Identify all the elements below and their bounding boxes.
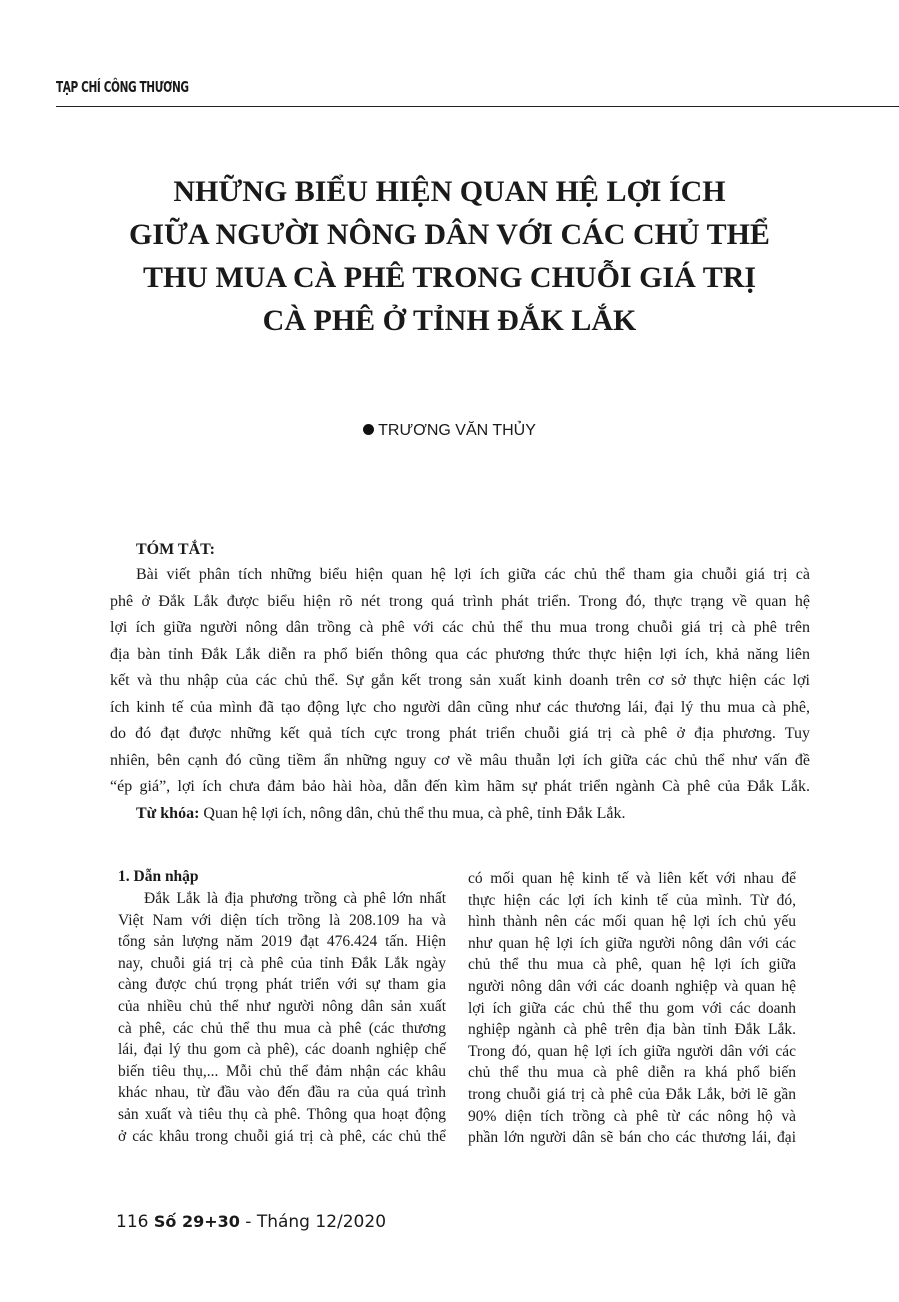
title-line: THU MUA CÀ PHÊ TRONG CHUỖI GIÁ TRỊ	[142, 261, 757, 294]
journal-name: TẠP CHÍ CÔNG THƯƠNG	[56, 78, 189, 96]
body-line: của nhiều chủ thể như người nông dân sản xuất	[118, 997, 446, 1015]
title-line: NHỮNG BIỂU HIỆN QUAN HỆ LỢI ÍCH	[173, 175, 726, 208]
bullet-icon	[363, 424, 374, 435]
body-line: Việt Nam với diện tích trồng là 208.109 ha và	[118, 911, 446, 929]
body-line: thực hiện các lợi ích kinh tế của mình. Từ đó,	[468, 891, 796, 909]
body-line: nay, chuỗi giá trị cà phê của tỉnh Đắk Lắk ngày	[118, 954, 446, 972]
body-line: lợi ích giữa các chủ thể thu gom với các doanh	[468, 999, 796, 1017]
body-line: trong chuỗi giá trị cà phê của Đắk Lắk, bởi lẽ gần	[468, 1085, 796, 1103]
title-line: CÀ PHÊ Ở TỈNH ĐẮK LẮK	[262, 304, 637, 337]
abstract	[110, 538, 810, 827]
issue-number: Số 29+30	[153, 1212, 240, 1231]
author	[0, 422, 899, 440]
abstract-line: ích kinh tế của mình đã tạo động lực cho người dân cũng như các thương lái, đại lý thu mua cà phê,	[110, 698, 810, 716]
body-line: biến tiêu thụ,... Mỗi chủ thể đảm nhận các khâu	[118, 1062, 446, 1080]
page-number: 116	[116, 1212, 149, 1232]
keywords-label: Từ khóa:	[136, 804, 200, 822]
column-right	[468, 868, 796, 1149]
article-title	[0, 170, 899, 342]
body-line: 90% diện tích trồng cà phê từ các nông hộ và	[468, 1107, 796, 1125]
body-line: phần lớn người dân sẽ bán cho các thương lái, đại	[468, 1129, 796, 1147]
body-line: chủ thể thu mua cà phê diễn ra khá phổ biến	[468, 1064, 796, 1082]
body-line: có mối quan hệ kinh tế và liên kết với nhau để	[468, 870, 796, 887]
issue-date: - Tháng 12/2020	[245, 1212, 387, 1232]
keywords-text: Quan hệ lợi ích, nông dân, chủ thể thu mua, cà phê, tỉnh Đắk Lắk.	[203, 804, 626, 822]
abstract-line: nhiên, bên cạnh đó cũng tiềm ẩn những nguy cơ về mâu thuẫn lợi ích giữa các chủ thể như vấn đề	[110, 751, 810, 769]
body-line: Trong đó, quan hệ lợi ích giữa người dân với các	[468, 1042, 796, 1060]
abstract-line: lợi ích giữa người nông dân trồng cà phê với các chủ thể thu mua trong chuỗi giá trị cà phê trên	[110, 619, 810, 636]
author-name: TRƯƠNG VĂN THỦY	[378, 422, 536, 439]
page-footer	[116, 1212, 386, 1232]
abstract-line: do đó đạt được những kết quả tích cực trong phát triển chuỗi giá trị cà phê ở địa phương. Tuy	[110, 725, 810, 742]
header-rule	[56, 106, 899, 107]
body-line: ở các khâu trong chuỗi giá trị cà phê, các chủ thể	[118, 1127, 446, 1145]
body-line: người nông dân với các doanh nghiệp và quan hệ	[468, 977, 796, 995]
body-line: hình thành nên các mối quan hệ lợi ích chủ yếu	[468, 913, 796, 931]
keywords	[136, 801, 810, 827]
body-line: khác nhau, từ đầu vào đến đầu ra của quá trình	[118, 1084, 446, 1102]
body-line: sản xuất và tiêu thụ cà phê. Thông qua hoạt động	[118, 1105, 446, 1123]
abstract-line: “ép giá”, lợi ích chưa đảm bảo hài hòa, dẫn đến kìm hãm sự phát triển ngành Cà phê của Đắk Lắk.	[110, 778, 810, 795]
abstract-line: kết và thu nhập của các chủ thể. Sự gắn kết trong sản xuất kinh doanh trên cơ sở thực hiện các lợi	[110, 672, 810, 689]
abstract-heading: TÓM TẮT:	[136, 541, 215, 558]
column-left	[118, 866, 446, 1147]
abstract-line: phê ở Đắk Lắk được biểu hiện rõ nét trong quá trình phát triển. Trong đó, thực trạng về quan hệ	[110, 592, 810, 610]
body-line: Đắk Lắk là địa phương trồng cà phê lớn nhất	[144, 890, 446, 907]
body-line: càng được chú trọng phát triển với sự tham gia	[118, 976, 446, 994]
abstract-line: địa bàn tỉnh Đắk Lắk diễn ra phổ biến thông qua các phương thức thực hiện lợi ích, khả năng liên	[110, 645, 810, 663]
body-line: tổng sản lượng năm 2019 đạt 476.424 tấn. Hiện	[118, 933, 446, 951]
body-line: cà phê, các chủ thể thu mua cà phê (các thương	[118, 1019, 446, 1037]
abstract-line: Bài viết phân tích những biểu hiện quan hệ lợi ích giữa các chủ thể tham gia chuỗi giá trị cà	[136, 566, 810, 583]
body-line: chủ thể thu mua cà phê, quan hệ lợi ích giữa	[468, 956, 796, 974]
body-line: lái, đại lý thu gom cà phê), các doanh nghiệp chế	[118, 1041, 446, 1059]
title-line: GIỮA NGƯỜI NÔNG DÂN VỚI CÁC CHỦ THỂ	[129, 218, 770, 251]
body-line: nghiệp ngành cà phê trên địa bàn tỉnh Đắk Lắk.	[468, 1021, 796, 1039]
section-heading: 1. Dẫn nhập	[118, 868, 199, 885]
body-line: như quan hệ lợi ích giữa người nông dân với các	[468, 934, 796, 952]
